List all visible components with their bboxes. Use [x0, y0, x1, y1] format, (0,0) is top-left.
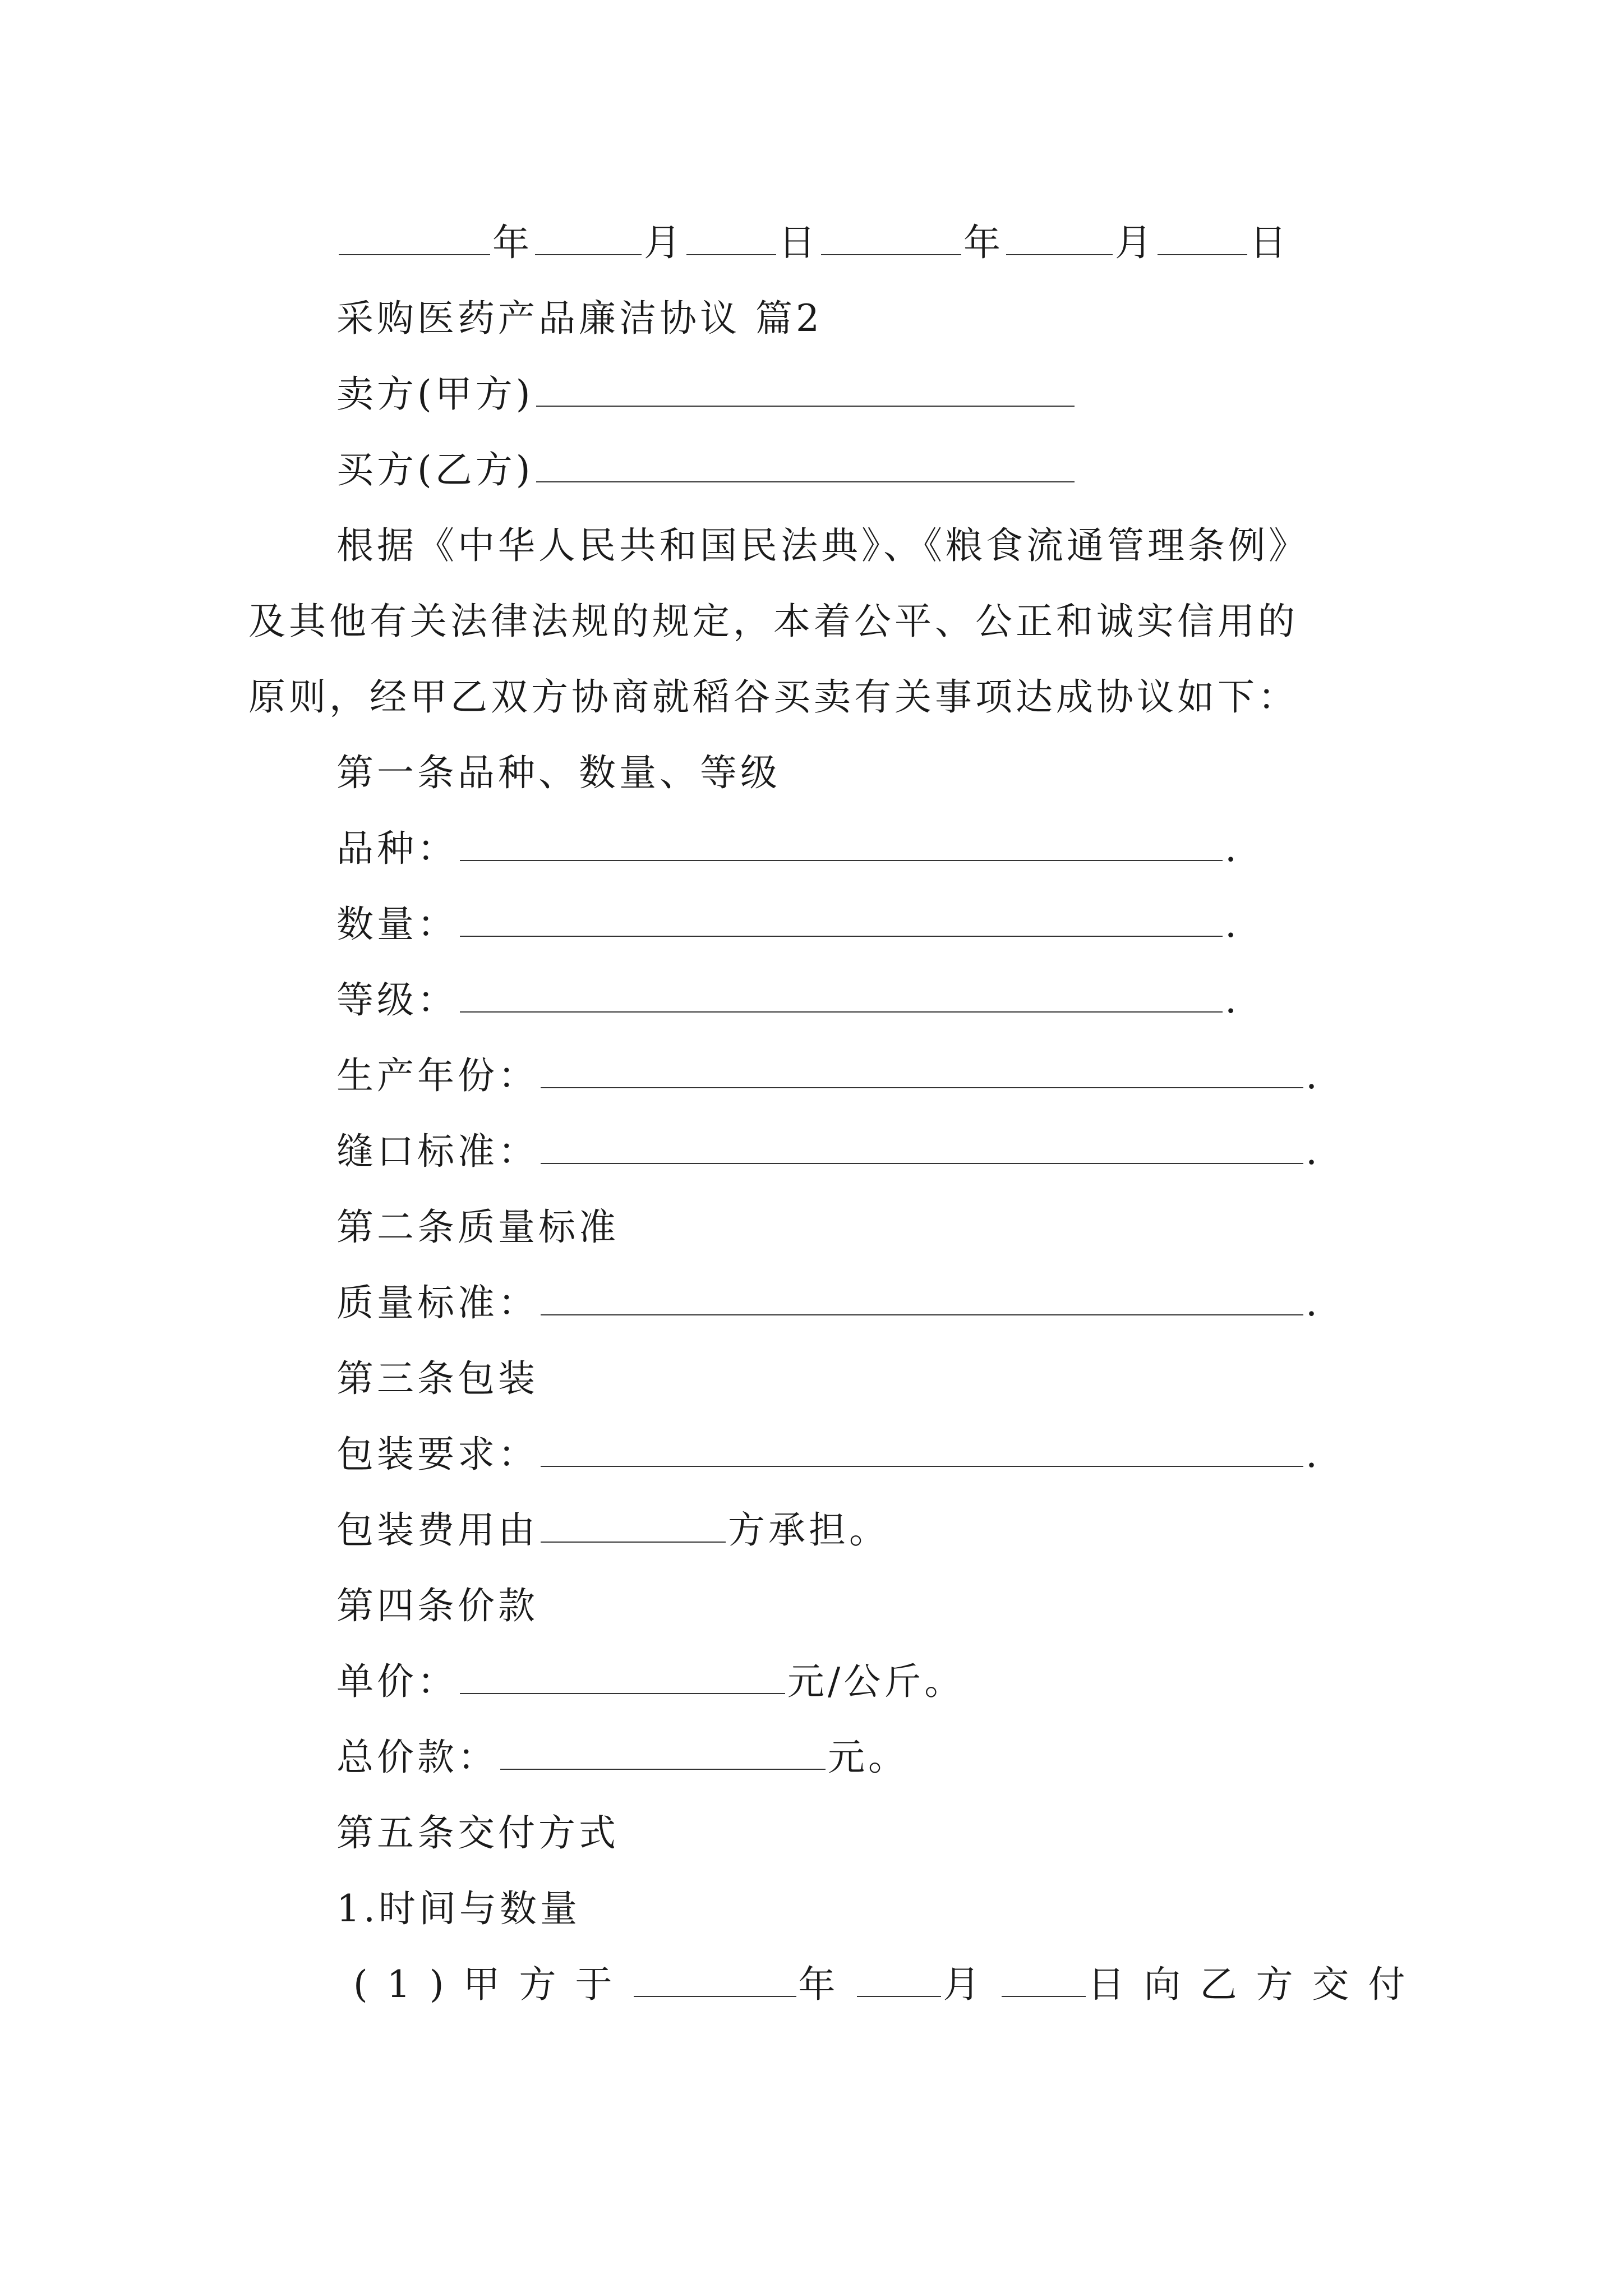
quantity-blank	[460, 901, 1223, 937]
variety-blank	[460, 825, 1223, 861]
quantity-line: 数量： .	[336, 899, 1237, 950]
packaging-requirements-line: 包装要求： .	[336, 1429, 1317, 1480]
total-price-line: 总价款： 元。	[336, 1732, 909, 1783]
intro-line-3: 原则，经甲乙双方协商就稻谷买卖有关事项达成协议如下：	[248, 675, 1298, 719]
packaging-cost-blank	[541, 1507, 726, 1543]
variety-line: 品种： .	[336, 823, 1237, 874]
production-year-blank	[541, 1052, 1303, 1088]
article5-heading: 第五条交付方式	[336, 1811, 619, 1855]
date-line: 年 月 日 年 月 日	[336, 218, 1290, 268]
article1-heading: 第一条品种、数量、等级	[336, 751, 781, 794]
item1-year-blank	[634, 1961, 796, 1997]
grade-blank	[460, 977, 1223, 1013]
month-blank-1	[535, 219, 642, 255]
total-price-blank	[500, 1734, 826, 1770]
buyer-blank	[536, 447, 1075, 482]
buyer-line: 买方(乙方)	[336, 445, 1077, 495]
intro-line-1: 根据《中华人民共和国民法典》、《粮食流通管理条例》	[336, 524, 1309, 567]
article5-sub1: 1.时间与数量	[336, 1887, 580, 1930]
year-blank-2	[821, 219, 961, 255]
article5-item1: (1)甲方于 年 月 日向乙方交付	[353, 1959, 1424, 2010]
packaging-requirements-blank	[541, 1431, 1303, 1467]
grade-line: 等级： .	[336, 975, 1237, 1025]
packaging-cost-line: 包装费用由 方承担。	[336, 1505, 889, 1556]
article2-heading: 第二条质量标准	[336, 1205, 619, 1249]
seam-standard-blank	[541, 1128, 1303, 1164]
day-blank-1	[686, 219, 776, 255]
year-blank-1	[339, 219, 490, 255]
article3-heading: 第三条包装	[336, 1357, 538, 1400]
intro-line-2: 及其他有关法律法规的规定，本着公平、公正和诚实信用的	[248, 600, 1298, 643]
day-blank-2	[1158, 219, 1247, 255]
production-year-line: 生产年份： .	[336, 1051, 1317, 1101]
seller-line: 卖方(甲方)	[336, 369, 1077, 420]
item1-month-blank	[857, 1961, 941, 1997]
article4-heading: 第四条价款	[336, 1584, 538, 1627]
month-blank-2	[1006, 219, 1113, 255]
quality-standard-blank	[541, 1280, 1303, 1315]
unit-price-blank	[460, 1658, 785, 1694]
item1-day-blank	[1002, 1961, 1086, 1997]
seam-standard-line: 缝口标准： .	[336, 1126, 1317, 1177]
document-title: 采购医药产品廉洁协议 篇2	[336, 297, 823, 340]
seller-blank	[536, 371, 1075, 407]
unit-price-line: 单价： 元/公斤。	[336, 1657, 965, 1707]
quality-standard-line: 质量标准： .	[336, 1278, 1317, 1328]
